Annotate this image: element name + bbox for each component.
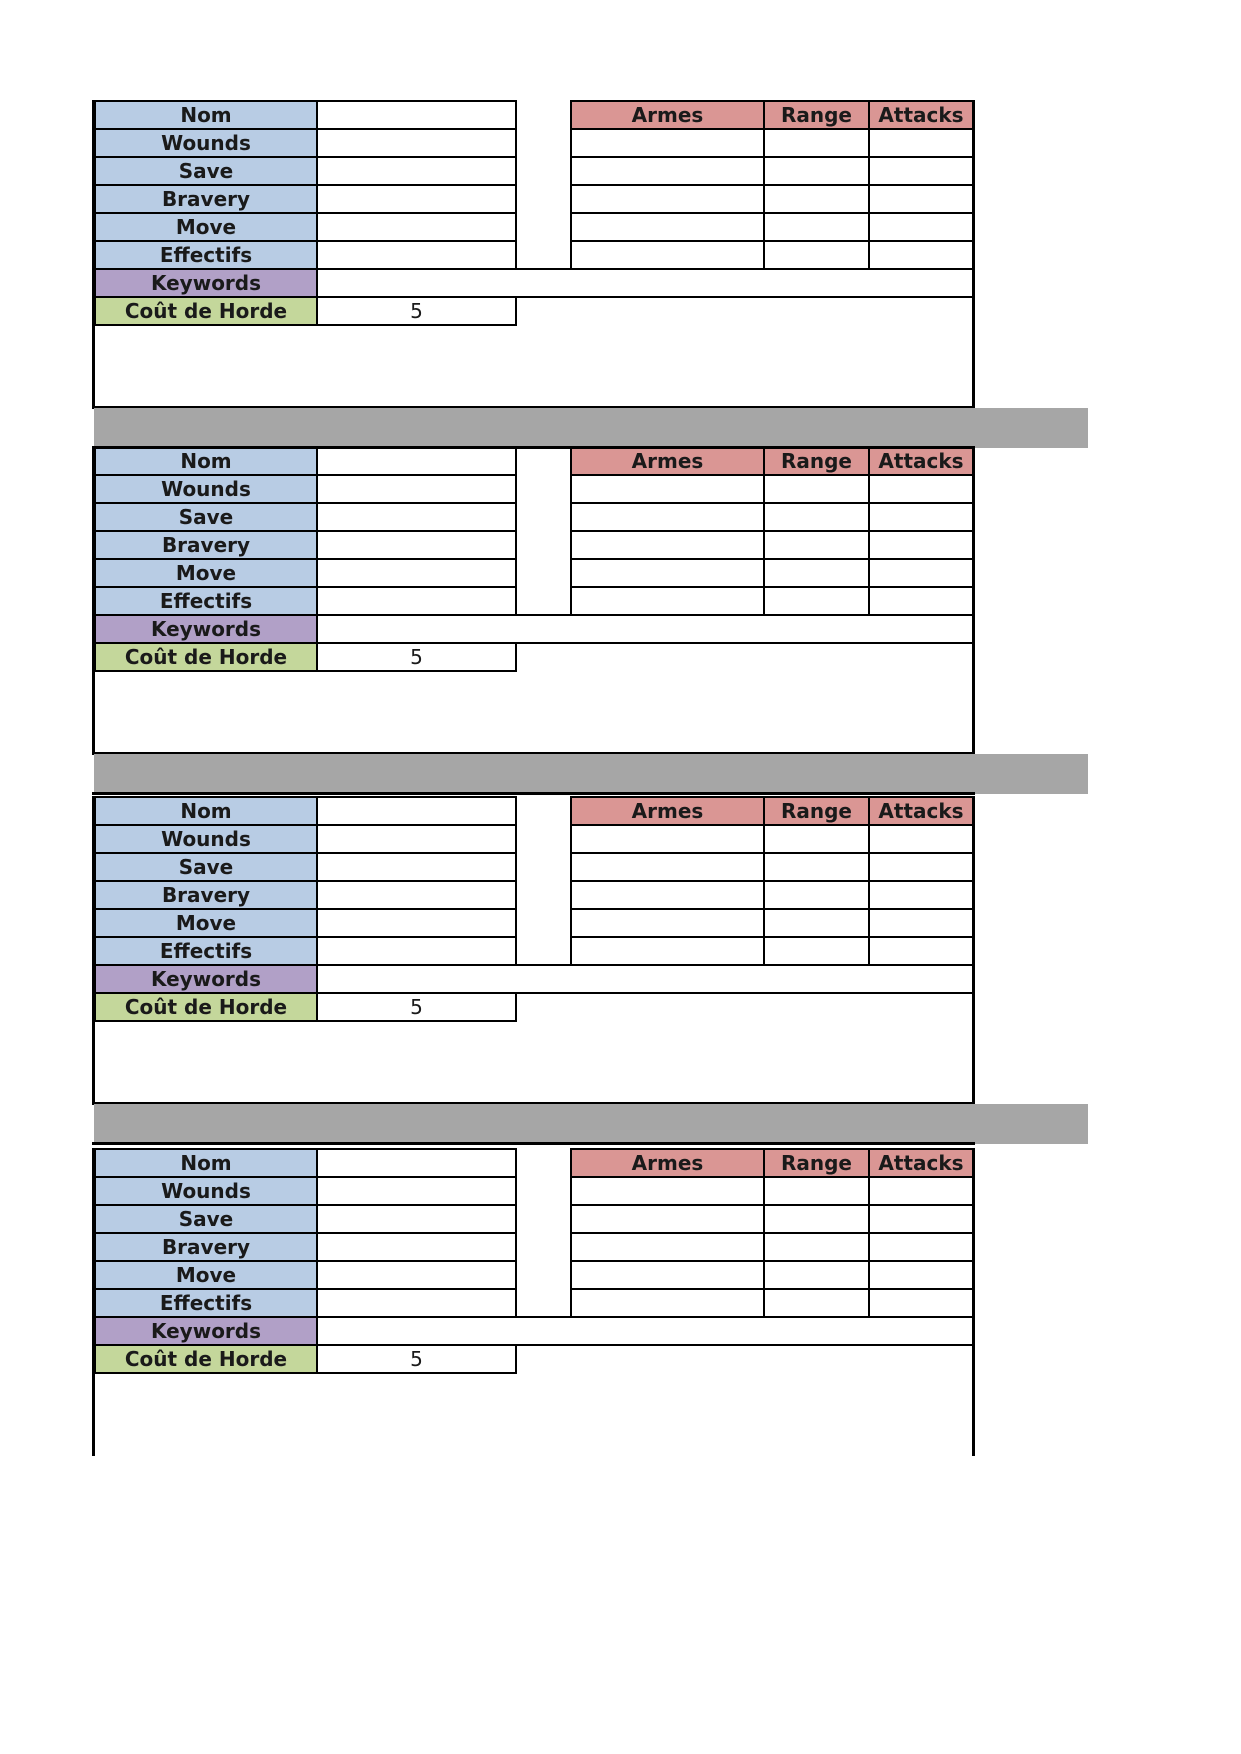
card-right-border [972,446,975,754]
stat-label-card-4: Bravery [94,1232,318,1262]
keywords-label: Keywords [94,1316,318,1346]
separator-bottom-border [92,792,975,795]
weapon-cell-input[interactable] [570,128,765,158]
cost-label: Coût de Horde [94,1344,318,1374]
keywords-input[interactable] [316,614,974,644]
card-separator [94,408,1088,448]
weapon-cell-input[interactable] [570,212,765,242]
weapon-cell-input[interactable] [763,1260,870,1290]
stat-label-card-4: Effectifs [94,1288,318,1318]
stat-value-input[interactable] [316,880,517,910]
stat-label-card-4: Save [94,1204,318,1234]
stat-value-input[interactable] [316,824,517,854]
stat-value-input[interactable] [316,796,517,826]
weapon-cell-input[interactable] [868,212,974,242]
stat-value-input[interactable] [316,1260,517,1290]
weapon-cell-input[interactable] [763,1232,870,1262]
stat-label-card-3: Effectifs [94,936,318,966]
notes-area[interactable] [95,326,972,406]
stat-label-card-4: Move [94,1260,318,1290]
weapon-cell-input[interactable] [570,936,765,966]
stat-label-card-2: Wounds [94,474,318,504]
separator-bottom-border [92,446,975,449]
weapon-cell-input[interactable] [570,502,765,532]
weapon-cell-input[interactable] [868,240,974,270]
weapon-cell-input[interactable] [763,1204,870,1234]
weapon-cell-input[interactable] [570,1260,765,1290]
stat-value-input[interactable] [316,128,517,158]
weapon-cell-input[interactable] [868,128,974,158]
keywords-input[interactable] [316,268,974,298]
stat-value-input[interactable] [316,530,517,560]
weapon-cell-input[interactable] [570,1232,765,1262]
weapon-cell-input[interactable] [763,824,870,854]
stat-label-card-2: Save [94,502,318,532]
stat-value-input[interactable] [316,100,517,130]
stat-value-input[interactable] [316,502,517,532]
weapon-cell-input[interactable] [868,530,974,560]
separator-bottom-border [92,1142,975,1145]
weapon-cell-input[interactable] [763,1176,870,1206]
stat-label-card-1: Bravery [94,184,318,214]
notes-area[interactable] [95,1022,972,1102]
stat-value-input[interactable] [316,586,517,616]
weapon-cell-input[interactable] [570,474,765,504]
weapon-cell-input[interactable] [763,852,870,882]
weapon-header-attacks: Attacks [868,446,974,476]
weapon-cell-input[interactable] [763,936,870,966]
stat-value-input[interactable] [316,1148,517,1178]
stat-label-card-1: Wounds [94,128,318,158]
weapon-cell-input[interactable] [868,474,974,504]
stat-label-card-1: Move [94,212,318,242]
stat-label-card-2: Bravery [94,530,318,560]
weapon-cell-input[interactable] [868,586,974,616]
keywords-label: Keywords [94,614,318,644]
cost-value: 5 [316,1344,517,1374]
stat-label-card-3: Bravery [94,880,318,910]
weapon-cell-input[interactable] [763,586,870,616]
stat-label-card-2: Move [94,558,318,588]
weapon-cell-input[interactable] [868,558,974,588]
stat-value-input[interactable] [316,474,517,504]
weapon-cell-input[interactable] [763,908,870,938]
cost-value: 5 [316,642,517,672]
stat-value-input[interactable] [316,936,517,966]
weapon-cell-input[interactable] [868,908,974,938]
weapon-cell-input[interactable] [868,156,974,186]
card-right-border [972,796,975,1104]
weapon-cell-input[interactable] [763,156,870,186]
notes-area[interactable] [95,1374,972,1454]
weapon-cell-input[interactable] [868,1260,974,1290]
stat-label-card-2: Effectifs [94,586,318,616]
weapon-header-attacks: Attacks [868,100,974,130]
weapon-cell-input[interactable] [763,240,870,270]
stat-value-input[interactable] [316,1176,517,1206]
weapon-cell-input[interactable] [868,852,974,882]
stat-label-card-2: Nom [94,446,318,476]
stat-value-input[interactable] [316,156,517,186]
weapon-cell-input[interactable] [570,852,765,882]
weapon-cell-input[interactable] [868,1232,974,1262]
weapon-header-armes: Armes [570,796,765,826]
stat-label-card-3: Nom [94,796,318,826]
weapon-header-range: Range [763,100,870,130]
card-separator [94,754,1088,794]
weapon-cell-input[interactable] [570,908,765,938]
stat-value-input[interactable] [316,1288,517,1318]
weapon-header-range: Range [763,446,870,476]
cost-label: Coût de Horde [94,296,318,326]
cost-value: 5 [316,296,517,326]
weapon-cell-input[interactable] [868,1288,974,1318]
weapon-cell-input[interactable] [570,1288,765,1318]
weapon-cell-input[interactable] [868,1204,974,1234]
weapon-cell-input[interactable] [868,502,974,532]
weapon-header-attacks: Attacks [868,1148,974,1178]
weapon-header-attacks: Attacks [868,796,974,826]
stat-label-card-4: Wounds [94,1176,318,1206]
keywords-label: Keywords [94,964,318,994]
stat-value-input[interactable] [316,1204,517,1234]
stat-value-input[interactable] [316,212,517,242]
notes-area[interactable] [95,672,972,752]
keywords-input[interactable] [316,1316,974,1346]
weapon-cell-input[interactable] [570,184,765,214]
stat-label-card-1: Save [94,156,318,186]
stat-value-input[interactable] [316,558,517,588]
weapon-cell-input[interactable] [763,558,870,588]
weapon-cell-input[interactable] [763,184,870,214]
weapon-cell-input[interactable] [570,880,765,910]
weapon-cell-input[interactable] [763,474,870,504]
weapon-cell-input[interactable] [570,586,765,616]
stat-label-card-3: Wounds [94,824,318,854]
weapon-cell-input[interactable] [570,558,765,588]
stat-value-input[interactable] [316,908,517,938]
cost-label: Coût de Horde [94,642,318,672]
stat-label-card-4: Nom [94,1148,318,1178]
weapon-cell-input[interactable] [763,1288,870,1318]
weapon-header-range: Range [763,796,870,826]
weapon-cell-input[interactable] [868,936,974,966]
stat-label-card-3: Save [94,852,318,882]
weapon-cell-input[interactable] [763,502,870,532]
card-right-border [972,1148,975,1456]
stat-value-input[interactable] [316,240,517,270]
cost-value: 5 [316,992,517,1022]
weapon-cell-input[interactable] [763,212,870,242]
weapon-cell-input[interactable] [868,1176,974,1206]
weapon-cell-input[interactable] [868,880,974,910]
weapon-cell-input[interactable] [868,824,974,854]
weapon-cell-input[interactable] [763,880,870,910]
weapon-header-armes: Armes [570,1148,765,1178]
weapon-cell-input[interactable] [763,530,870,560]
stat-value-input[interactable] [316,184,517,214]
weapon-header-armes: Armes [570,100,765,130]
stat-value-input[interactable] [316,852,517,882]
card-separator [94,1104,1088,1144]
weapon-cell-input[interactable] [570,530,765,560]
stat-value-input[interactable] [316,446,517,476]
weapon-header-armes: Armes [570,446,765,476]
cost-label: Coût de Horde [94,992,318,1022]
weapon-cell-input[interactable] [570,1204,765,1234]
stat-value-input[interactable] [316,1232,517,1262]
weapon-cell-input[interactable] [570,156,765,186]
stat-label-card-3: Move [94,908,318,938]
weapon-cell-input[interactable] [570,824,765,854]
weapon-cell-input[interactable] [570,240,765,270]
card-right-border [972,100,975,408]
weapon-cell-input[interactable] [868,184,974,214]
keywords-label: Keywords [94,268,318,298]
stat-label-card-1: Nom [94,100,318,130]
stat-label-card-1: Effectifs [94,240,318,270]
weapon-cell-input[interactable] [570,1176,765,1206]
weapon-header-range: Range [763,1148,870,1178]
keywords-input[interactable] [316,964,974,994]
weapon-cell-input[interactable] [763,128,870,158]
